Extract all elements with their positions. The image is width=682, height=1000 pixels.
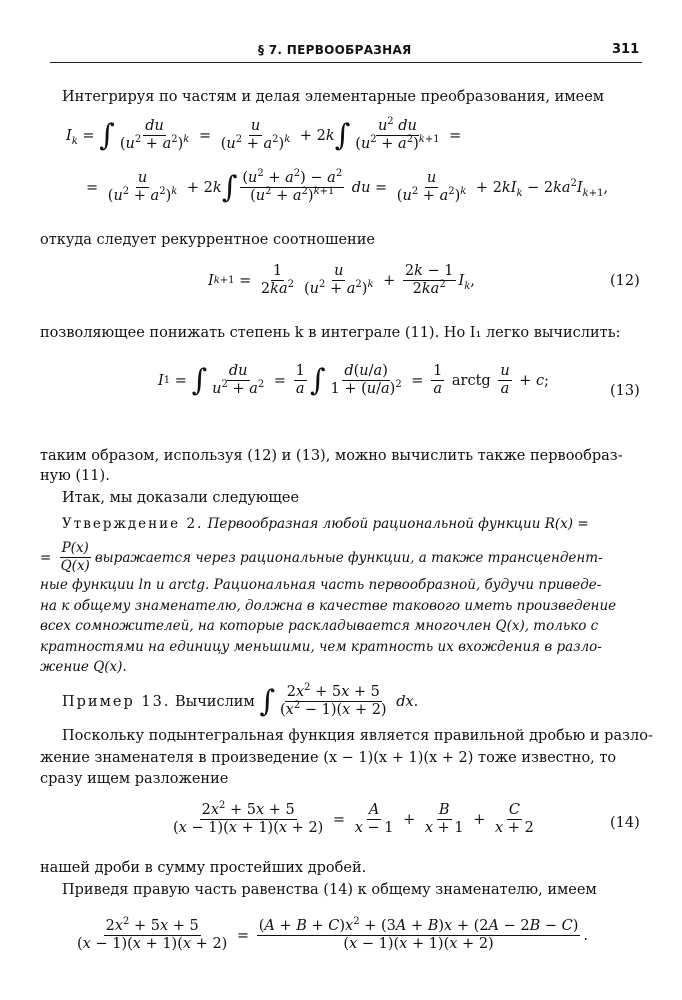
- statement-text-7: жение Q(x).: [40, 659, 127, 675]
- equation-12: I k+1 = $\frac{1}{2ka^2}$ $\frac{u}{(u^2 + a^2)^k}$ + $\frac{2k - 1}{2ka^2}$ $I_k$ ,: [208, 263, 475, 297]
- statement-text-5: всех сомножителей, на которые раскладывается многочлен Q(x), только с: [40, 618, 599, 634]
- paragraph-since-line3: сразу ищем разложение: [40, 771, 229, 787]
- paragraph-intro: Интегрируя по частям и делая элементарные преобразования, имеем: [62, 89, 605, 105]
- statement-label: Утверждение 2.: [62, 516, 204, 532]
- statement-line2: = $\frac{P(x)}{Q(x)}$ выражается через рациональные функции, а также трансцендент-: [40, 540, 603, 574]
- example-label: Пример 13.: [62, 693, 171, 710]
- equation-number-13: (13): [610, 383, 640, 399]
- statement-line1: [62, 514, 589, 534]
- paragraph-recurrence: откуда следует рекуррентное соотношение: [40, 232, 375, 248]
- equation-13: I 1 = ∫ $\frac{du}{u^2 + a^2}$ = $\frac{1}{a}$ ∫ $\frac{d(u/a)}{1 + (u/a)^2}$ = $\frac{1}{a}$ arctg $\frac{u}{a}$ + c;: [158, 362, 550, 398]
- statement-text-2: выражается через рациональные функции, а также трансцендент-: [94, 549, 603, 566]
- equation-14: $\frac{2x^2 + 5x + 5}{(x - 1)(x + 1)(x + 2)}$ = $\frac{A}{x - 1}$ + $\frac{B}{x + 1}$ + $\frac{C}{x + 2}$: [173, 800, 534, 836]
- equation-number-12: (12): [610, 273, 640, 289]
- paragraph-since-line2: жение знаменателя в произведение (x − 1)(x + 1)(x + 2) тоже известно, то: [40, 750, 617, 766]
- equation-number-14: (14): [610, 815, 640, 831]
- paragraph-common-denominator: Приведя правую часть равенства (14) к общему знаменателю, имеем: [62, 882, 597, 898]
- example-text: Вычислим: [175, 693, 255, 710]
- equation-ik-line2: = $\frac{u}{(u^2 + a^2)^k}$ + 2k ∫ $\frac{(u^2 + a^2) - a^2}{(u^2 + a^2)^{k+1}}$ du = $\frac{u}{(u^2 + a^2)^k}$ + $2kI_k - 2ka^2I_{k+1}$,: [86, 168, 609, 205]
- statement-text-1: Первообразная любой рациональной функции R(x) =: [207, 516, 589, 532]
- paragraph-since-line1: Поскольку подынтегральная функция является правильной дробью и разло-: [62, 728, 653, 744]
- paragraph-reduce: позволяющее понижать степень k в интеграле (11). Но I₁ легко вычислить:: [40, 325, 621, 341]
- paragraph-sum: нашей дроби в сумму простейших дробей.: [40, 860, 367, 876]
- running-header: § 7. ПЕРВООБРАЗНАЯ: [258, 43, 412, 57]
- paragraph-thus-line2: ную (11).: [40, 468, 110, 484]
- equation-ik-line1: $I_k$ = ∫ $\frac{du}{(u^2 + a^2)^k}$ = $\frac{u}{(u^2 + a^2)^k}$ + 2k ∫ $\frac{u^2 du}{(u^2 + a^2)^{k+1}}$ =: [66, 116, 462, 153]
- statement-text-6: кратностями на единицу меньшими, чем кратность их вхождения в разло-: [40, 639, 602, 655]
- page-number: 311: [612, 42, 640, 57]
- paragraph-thus-line1: таким образом, используя (12) и (13), можно вычислить также первообраз-: [40, 448, 623, 464]
- equation-final: $\frac{2x^2 + 5x + 5}{(x - 1)(x + 1)(x + 2)}$ = $\frac{(A + B + C)x^2 + (3A + B)x + (2A - 2B - C)}{(x - 1)(x + 1)(x + 2)}$ .: [77, 916, 588, 952]
- paragraph-proved: Итак, мы доказали следующее: [62, 490, 300, 506]
- example-13: Пример 13. Вычислим ∫ $\frac{2x^2 + 5x + 5}{(x^2 - 1)(x + 2)}$ dx .: [62, 682, 419, 719]
- header-rule: [50, 62, 642, 63]
- statement-text-4: на к общему знаменателю, должна в качестве такового иметь произведение: [40, 598, 617, 614]
- statement-text-3: ные функции ln и arctg. Рациональная часть первообразной, будучи приведе-: [40, 577, 602, 593]
